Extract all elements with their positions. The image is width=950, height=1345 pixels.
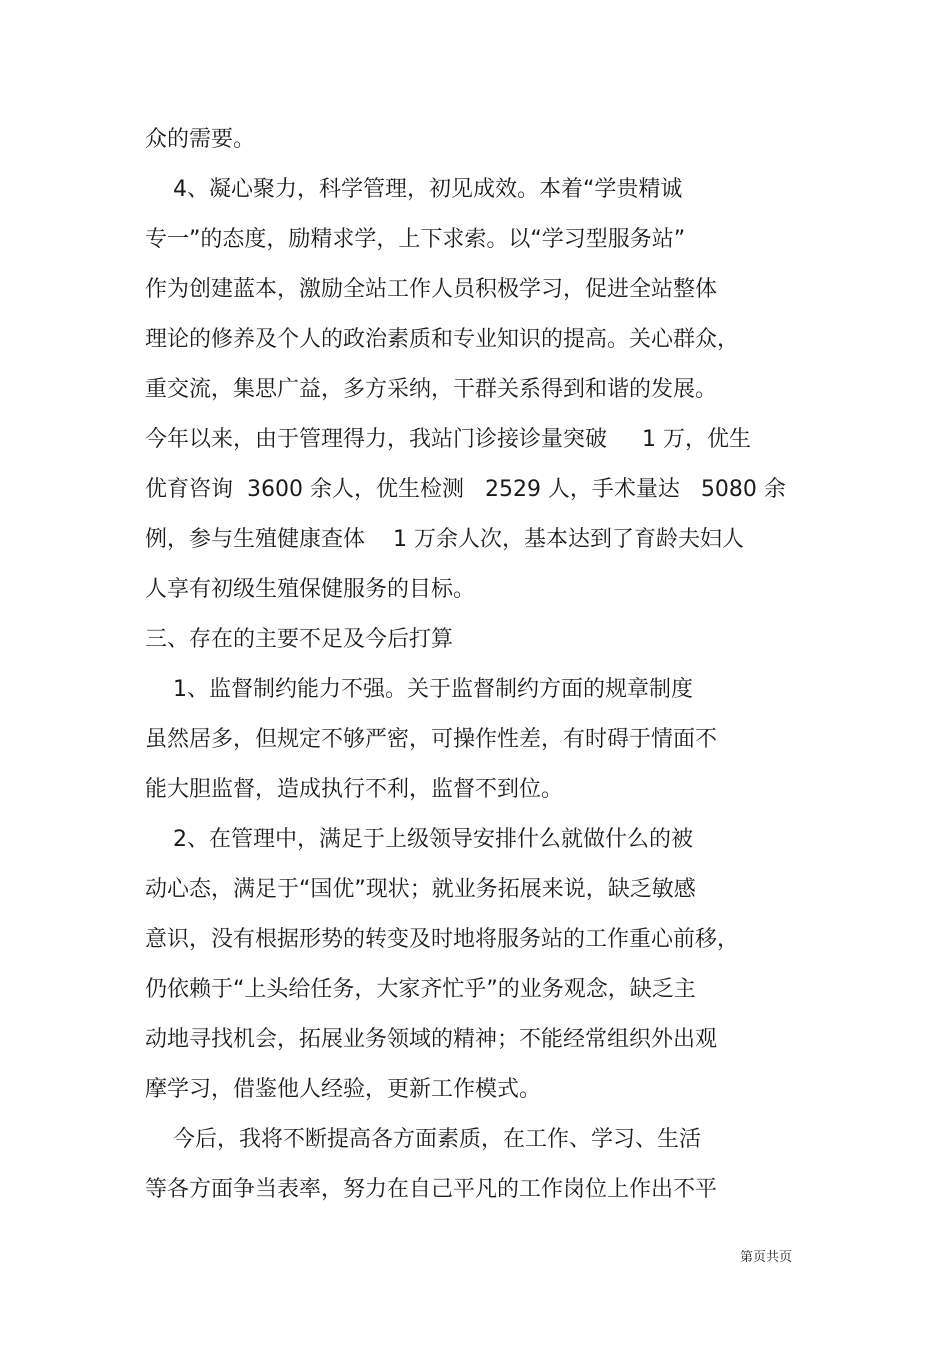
text-line: 优育咨询 3600 余人，优生检测 2529 人，手术量达 5080 余 [145,477,786,502]
section-heading: 三、存在的主要不足及今后打算 [145,627,454,652]
text-line: 能大胆监督，造成执行不利，监督不到位。 [145,777,564,802]
text-line: 动心态，满足于“国优”现状；就业务拓展来说，缺乏敏感 [145,877,696,902]
text-line: 理论的修养及个人的政治素质和专业知识的提高。关心群众， [145,327,740,352]
text-line: 专一”的态度，励精求学，上下求索。以“学习型服务站” [145,227,686,252]
text-line: 今后，我将不断提高各方面素质，在工作、学习、生活 [145,1127,701,1152]
text-line: 众的需要。 [145,127,256,152]
text-line: 意识，没有根据形势的转变及时地将服务站的工作重心前移， [145,927,740,952]
text-line: 仍依赖于“上头给任务，大家齐忙乎”的业务观念，缺乏主 [145,977,696,1002]
text-line: 虽然居多，但规定不够严密，可操作性差，有时碍于情面不 [145,727,718,752]
text-line: 重交流，集思广益，多方采纳，干群关系得到和谐的发展。 [145,377,718,402]
text-line: 人享有初级生殖保健服务的目标。 [145,577,476,602]
text-line: 4、凝心聚力，科学管理，初见成效。本着“学贵精诚 [145,177,683,202]
text-line: 作为创建蓝本，激励全站工作人员积极学习，促进全站整体 [145,277,718,302]
text-line: 2、在管理中，满足于上级领导安排什么就做什么的被 [145,827,693,852]
text-line: 今年以来，由于管理得力，我站门诊接诊量突破 1 万，优生 [145,427,751,452]
text-line: 1、监督制约能力不强。关于监督制约方面的规章制度 [145,677,693,702]
page-footer: 第页共页 [740,1250,793,1265]
text-line: 摩学习，借鉴他人经验，更新工作模式。 [145,1077,542,1102]
text-line: 动地寻找机会，拓展业务领域的精神；不能经常组织外出观 [145,1027,718,1052]
text-line: 例，参与生殖健康查体 1 万余人次，基本达到了育龄夫妇人 [145,527,744,552]
text-line: 等各方面争当表率，努力在自己平凡的工作岗位上作出不平 [145,1177,718,1202]
